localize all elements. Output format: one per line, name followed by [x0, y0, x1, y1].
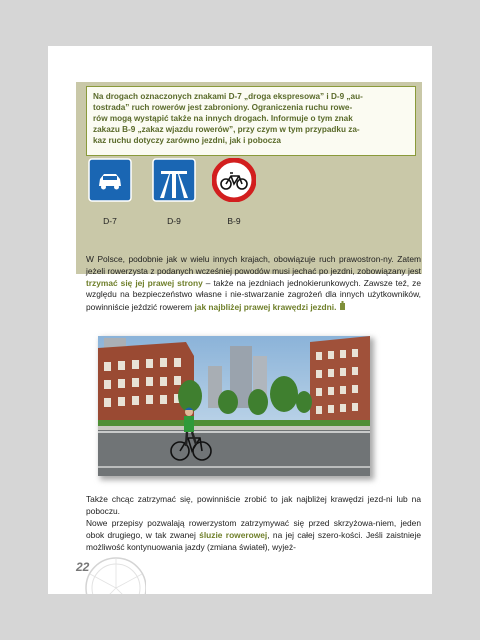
- sign-code-d7: D-7: [103, 216, 117, 226]
- highlight-bike-box: śluzie rowerowej: [199, 529, 268, 540]
- highlight-keep-right: trzymać się jej prawej strony: [86, 277, 203, 288]
- text-run: W Polsce, podobnie jak w wielu innych krajach, obowiązuje ruch prawostron-ny. Zatem jeżeli rowerzysta z podanych wcześniej powodów musi jechać po jezdni, zobowiązany jest: [86, 254, 421, 276]
- highlight-right-edge: jak najbliżej prawej krawędzi jezdni.: [194, 302, 337, 313]
- page-number: 22: [76, 560, 90, 574]
- notice-line: tostrada” ruch rowerów jest zabroniony. Ograniczenia ruchu rowe-: [93, 103, 353, 112]
- book-page: [48, 46, 432, 594]
- sign-code-d9: D-9: [167, 216, 181, 226]
- bicycle-prohibited-circle-icon: [212, 158, 256, 202]
- notice-text: [86, 86, 416, 156]
- body-paragraph-1: [86, 254, 421, 314]
- bicycle-wheel-decoration-icon: [56, 544, 146, 594]
- notice-line: Na drogach oznaczonych znakami D-7 „droga ekspresowa” i D-9 „au-: [93, 92, 363, 101]
- notice-line: kaz ruchu dotyczy zarówno jezdni, jak i pobocza: [93, 136, 281, 145]
- motorway-on-blue-square-icon: [152, 158, 196, 202]
- text-run: Nowe przepisy pozwalają rowerzystom zatrzymywać się przed skrzyżowa-niem, jeden obok drugiego, w tak zwanej: [86, 518, 421, 540]
- body-paragraph-2: Także chcąc zatrzymać się, powinniście zrobić to jak najbliżej krawędzi jezd-ni lub na poboczu.: [86, 494, 421, 516]
- end-mark-icon: [339, 301, 346, 311]
- sign-code-b9: B-9: [227, 216, 241, 226]
- notice-line: zakazu B-9 „zakaz wjazdu rowerów”, przy czym w tym przypadku za-: [93, 125, 360, 134]
- car-on-blue-square-icon: [88, 158, 132, 202]
- text-run: , na jej całej szero-kości. Jeśli zaistnieje możliwość kontynuowania jazdy (zmiana świateł), wyjeż-: [86, 529, 421, 552]
- notice-line: rów mogą wystąpić także na innych drogach. Informuje o tym znak: [93, 114, 353, 123]
- cyclist-street-illustration: [98, 336, 370, 476]
- text-run: – także na jezdniach jednokierunkowych. Zawsze teź, ze względu na bezpieczeństwo własne i nie-stwarzanie zagrożeń dla innych użytkowników, powinniście jeździć rowerem: [86, 277, 421, 313]
